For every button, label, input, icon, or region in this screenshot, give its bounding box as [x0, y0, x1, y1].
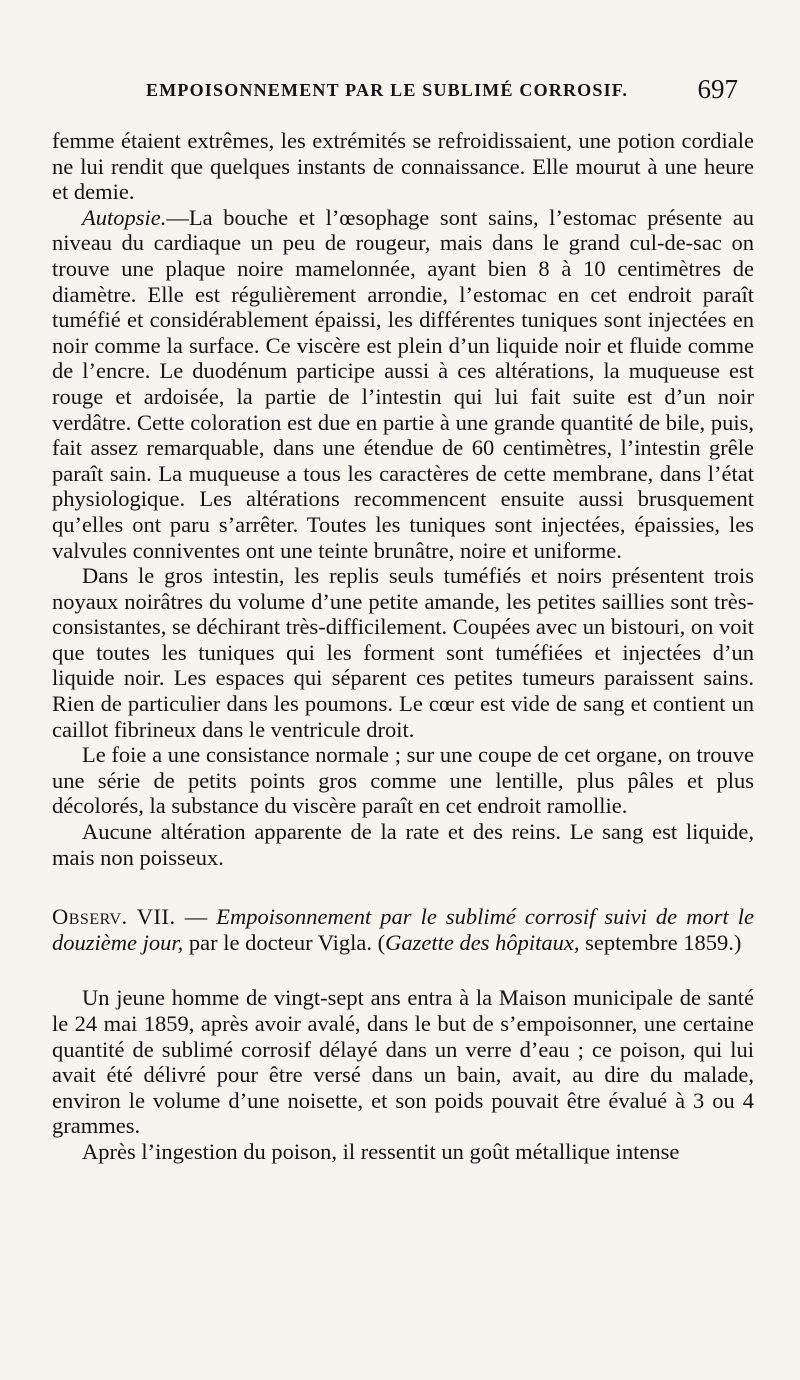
- running-title: EMPOISONNEMENT PAR LE SUBLIMÉ CORROSIF.: [146, 80, 629, 100]
- observation-dash: —: [175, 904, 217, 930]
- running-head: [52, 74, 754, 114]
- paragraph-rate: [52, 819, 754, 870]
- paragraph-gros-intestin: [52, 563, 754, 742]
- paragraph-jeune-homme: [52, 985, 754, 1139]
- paragraph-text: Un jeune homme de vingt-sept ans entra à la Maison municipale de santé le 24 mai 1859, après avoir avalé, dans le but de s’empoisonner, une certaine quantité de sublimé corrosif délayé dans un verre d’eau ; ce poison, qui lui avait été délivré pour être versé dans un bain, avait, au dire du malade, environ le volume d’une noisette, et son poids pouvait être évalué à 3 ou 4 grammes.: [52, 985, 754, 1139]
- observation-body: [52, 985, 754, 1164]
- page-number: 697: [697, 74, 738, 104]
- observation-title: Empoisonnement par le sublimé corrosif suivi de mort le douzième jour,: [52, 904, 754, 955]
- observation-label: Observ. VII.: [52, 904, 176, 930]
- body-text: [52, 128, 754, 1165]
- paragraph-continuation: [52, 128, 754, 205]
- paragraph-text: Aucune altération apparente de la rate et des reins. Le sang est liquide, mais non poisseux.: [52, 819, 754, 870]
- paragraph-lead-italic: Autopsie.: [82, 204, 167, 230]
- paragraph-text: Le foie a une consistance normale ; sur une coupe de cet organe, on trouve une série de petits points gros comme une lentille, plus pâles et plus décolorés, la substance du viscère paraît en cet endroit ramollie.: [52, 742, 754, 819]
- observation-author: par le docteur Vigla. (: [183, 929, 386, 955]
- paragraph-text: femme étaient extrêmes, les extrémités se refroidissaient, une potion cordiale ne lui rendit que quelques instants de connaissance. Elle mourut à une heure et demie.: [52, 128, 754, 205]
- paragraph-foie: [52, 742, 754, 819]
- paragraph-text: —La bouche et l’œsophage sont sains, l’estomac présente au niveau du cardiaque un peu de rougeur, mais dans le grand cul-de-sac on trouve une plaque noire mamelonnée, ayant bien 8 à 10 centimètres de diamètre. Elle est régulièrement arrondie, l’estomac en cet endroit paraît tuméfié et considérablement épaissi, les différentes tuniques sont injectées en noir comme la surface. Ce viscère est plein d’un liquide noir et fluide comme de l’encre. Le duodénum participe aussi à ces altérations, la muqueuse est rouge et ardoisée, la partie de l’intestin qui lui fait suite est d’un noir verdâtre. Cette coloration est due en partie à une grande quantité de bile, puis, fait assez remarquable, dans une étendue de 60 centimètres, l’intestin grêle paraît sain. La muqueuse a tous les caractères de cette membrane, dans l’état physiologique. Les altérations recommencent ensuite aussi brusquement qu’elles ont paru s’arrêter. Toutes les tuniques sont injectées, épaissies, les valvules conniventes ont une teinte brunâtre, noire et uniforme.: [52, 204, 754, 563]
- paragraph-text: Après l’ingestion du poison, il ressentit un goût métallique intense: [82, 1138, 680, 1164]
- paragraph-text: Dans le gros intestin, les replis seuls tuméfiés et noirs présentent trois noyaux noirâtres du volume d’une petite amande, les petites saillies sont très-consistantes, se déchirant très-difficilement. Coupées avec un bistouri, on voit que toutes les tuniques qui les forment sont tuméfiées et injectées d’un liquide noir. Les espaces qui séparent ces petites tumeurs paraissent sains. Rien de particulier dans les poumons. Le cœur est vide de sang et contient un caillot fibrineux dans le ventricule droit.: [52, 563, 754, 742]
- observation-heading: [52, 904, 754, 955]
- observation-source: Gazette des hôpitaux,: [385, 929, 580, 955]
- observation-date: septembre 1859.): [579, 929, 742, 955]
- paragraph-autopsie: [52, 205, 754, 563]
- paragraph-ingestion: [52, 1139, 754, 1165]
